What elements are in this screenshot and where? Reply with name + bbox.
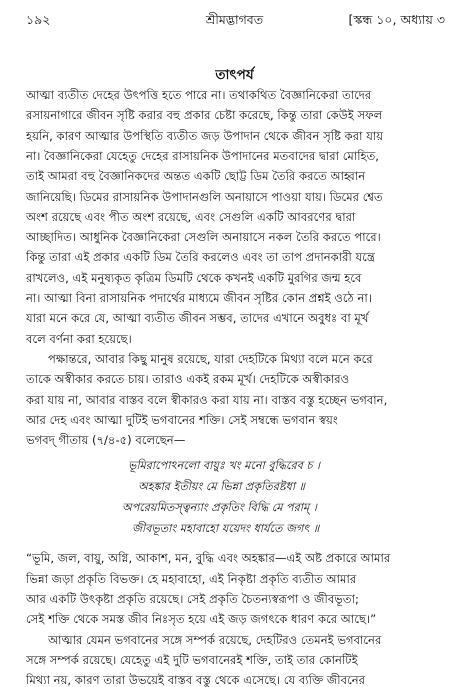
section-title: তাৎপর্য xyxy=(215,67,254,83)
body-text-line: হয়নি, কারণ আত্মার উপস্থিতি ব্যতীত জড় উপাদান থেকে জীবন সৃষ্টি করা যায় xyxy=(26,129,384,143)
body-text-line: ভগবদ্ গীতায় (৭/৪-৫) বলেছেন— xyxy=(26,433,186,447)
body-text-line: পক্ষান্তরে, আবার কিছু মানুষ রয়েছে, যারা দেহটিকে মিথ্যা বলে মনে করে xyxy=(48,352,373,366)
body-text-line: না। আত্মা বিনা রাসায়নিক পদার্থের মাধ্যমে জীবন সৃষ্টির কোন প্রশ্নই ওঠে না। xyxy=(26,291,372,305)
body-text-line: তাকে অস্বীকার করতে চায়। তারাও একই রকম মূর্খ। দেহটিকে অস্বীকারও xyxy=(26,372,350,386)
verse-line: অপরেয়মিতস্ত্বন্যাং প্রকৃতিং বিদ্ধি মে পরাম্ । xyxy=(122,501,317,514)
body-text-line: আচ্ছাদিত। আধুনিক বৈজ্ঞানিকেরা সেগুলি অনায়াসে নকল তৈরি করতে পারে। xyxy=(26,230,381,244)
verse-line: অহঙ্কার ইতীয়ং মে ভিন্না প্রকৃতিরষ্টধা ॥ xyxy=(138,480,305,493)
body-text-line: আর দেহ এবং আত্মা দুটিই ভগবানের শক্তি। সেই সম্বন্ধে ভগবান স্বয়ং xyxy=(26,413,338,427)
running-title: শ্রীমদ্ভাগবত xyxy=(205,12,264,27)
body-text-line: আত্মা ব্যতীত দেহের উৎপত্তি হতে পারে না। তথাকথিত বৈজ্ঞানিকেরা তাদের xyxy=(26,88,372,102)
body-text-line: জানিয়েছি। ডিমের রাসায়নিক উপাদানগুলি অনায়াসে পাওয়া যায়। ডিমের শ্বেত xyxy=(26,190,383,204)
body-text-line: মিথ্যা নয়, কারণ তারা উভয়েই বাস্তব বস্তু থেকে এসেছে। যে ব্যক্তি জীবনের xyxy=(26,673,366,687)
page-number: ১৯২ xyxy=(26,12,51,27)
body-text-line: ভিন্না জড়া প্রকৃতি বিভক্ত। হে মহাবাহো, এই নিকৃষ্টা প্রকৃতি ব্যতীত আমার xyxy=(26,572,357,586)
body-text-line: সেই শক্তি থেকে সমস্ত জীব নিঃসৃত হয়ে এই জড় জগৎকে ধারণ করে আছে।” xyxy=(26,612,377,626)
verse-line: ভূমিরাপোঽনলো বায়ুঃ খং মনো বুদ্ধিরেব চ । xyxy=(128,459,321,472)
body-text-line: আর একটি উৎকৃষ্টা প্রকৃতি রয়েছে। সেই প্রকৃতি চৈতন্যস্বরূপা ও জীবভূতা; xyxy=(26,592,359,606)
verse-line: জীবভূতাং মহাবাহো যয়েদং ধার্যতে জগৎ ॥ xyxy=(132,522,320,535)
body-text-line: কিন্তু তারা এই প্রকার একটি ডিম তৈরি করলেও এবং তা তাপ প্রদানকারী যন্ত্রে xyxy=(26,250,375,264)
chapter-reference: [স্কন্ধ ১০, অধ্যায় ৩ xyxy=(348,12,445,27)
body-text-line: তাই আমরা বহু বৈজ্ঞানিকদের অন্তত একটি ছোট্ট ডিম তৈরি করতে আহ্বান xyxy=(26,169,366,183)
body-text-line: বলে বর্ণনা করা হয়েছে। xyxy=(26,332,132,346)
body-text-line: না। বৈজ্ঞানিকেরা যেহেতু দেহের রাসায়নিক উপাদানের মতবাদের দ্বারা মোহিত, xyxy=(26,149,379,163)
body-text-line: সঙ্গে সম্পর্ক রয়েছে। যেহেতু এই দুটি ভগবানেরই শক্তি, তাই তার কোনটিই xyxy=(26,653,358,667)
body-text-line: অংশ রয়েছে এবং পীত অংশ রয়েছে, এবং সেগুলি একটি আবরণের দ্বারা xyxy=(26,210,356,224)
body-text-line: রসায়নাগারে জীবন সৃষ্টি করার বহু প্রকার চেষ্টা করেছে, কিন্তু তারা কেউই সফল xyxy=(26,108,383,122)
body-text-line: যারা মনে করে যে, আত্মা ব্যতীত জীবন সম্ভব, তাদের এখানে অবুধঃ বা মূর্খ xyxy=(26,311,369,325)
body-text-line: আত্মার যেমন ভগবানের সঙ্গে সম্পর্ক রয়েছে, দেহটিরও তেমনই ভগবানের xyxy=(48,633,382,647)
body-text-line: করা যায় না, আবার বাস্তব বলে স্বীকারও করা যায় না। বাস্তব বস্তু হচ্ছেন ভগবান, xyxy=(26,393,388,407)
body-text-line: “ভূমি, জল, বায়ু, অগ্নি, আকাশ, মন, বুদ্ধি এবং অহঙ্কার—এই অষ্ট প্রকারে আমার xyxy=(26,551,391,565)
body-text-line: রাখলেও, এই মনুষ্যকৃত কৃত্রিম ডিমটি থেকে কখনই একটি মুরগির জন্ম হবে xyxy=(26,271,362,285)
